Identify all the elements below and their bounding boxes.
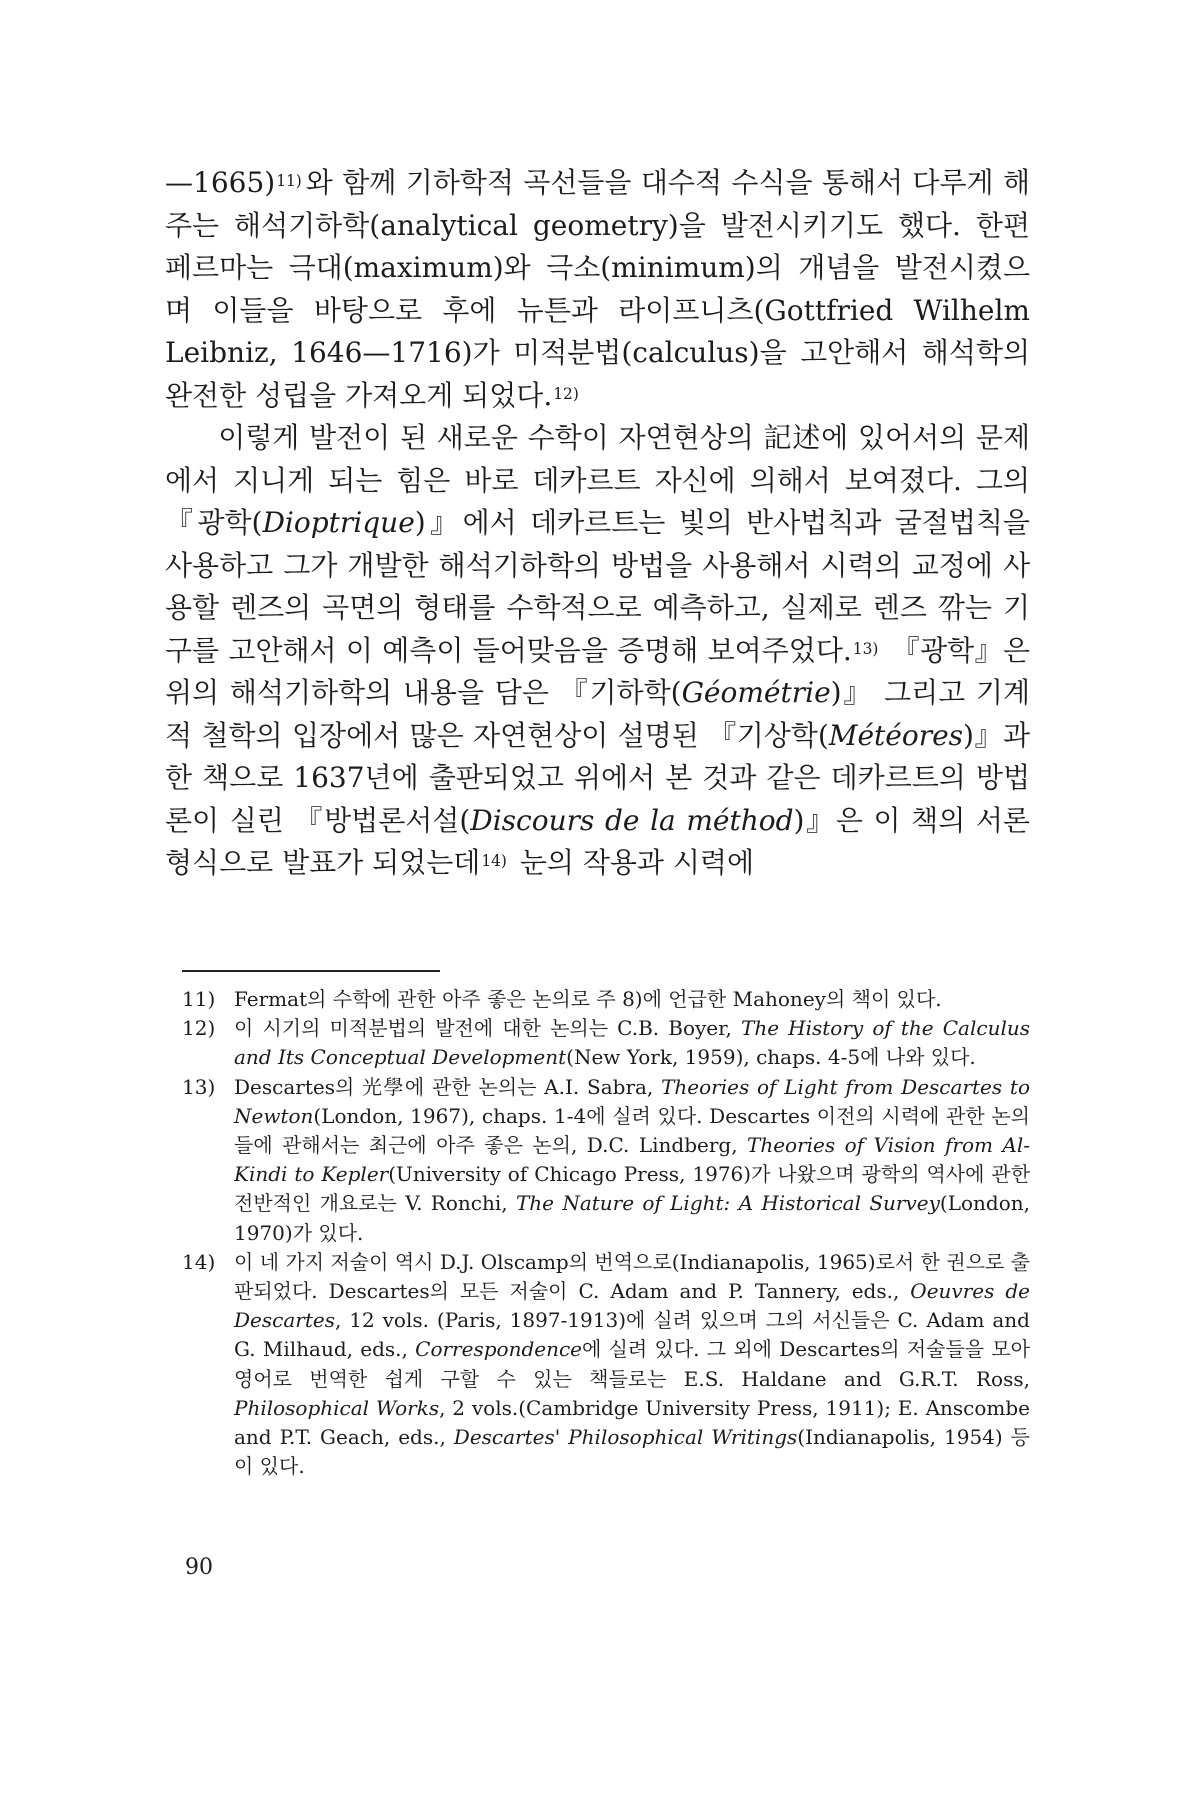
text-run: (University of Chicago Press, 1976)가 나왔으며 광학의 역사에 관한 전반적인 개요로는 V. Ronchi, [234, 1162, 1031, 1216]
italic-title: Theories of Light from Descartes to Newton [234, 1074, 1030, 1128]
text-run: 이렇게 발전이 된 새로운 수학이 자연현상의 記述에 있어서의 문제에서 지니게 되는 힘은 바로 데카르트 자신에 의해서 보여졌다. 그의 『광학( [165, 421, 1030, 539]
text-run: 이 시기의 미적분법의 발전에 대한 논의는 C.B. Boyer, [234, 1016, 741, 1041]
footnote-number: 11) [182, 987, 216, 1011]
text-run: —1665) [165, 166, 276, 199]
text-run: 눈의 작용과 시력에 [510, 846, 755, 879]
footnote [182, 1248, 1030, 1482]
text-run: 에 실려 있다. 그 외에 Descartes의 저술들을 모아 영어로 번역한 쉽게 구할 수 있는 책들로는 E.S. Haldane and G.R.T. Ross, [234, 1337, 1030, 1391]
text-run: )』에서 데카르트는 빛의 반사법칙과 굴절법칙을 사용하고 그가 개발한 해석기하학의 방법을 사용해서 시력의 교정에 사용할 렌즈의 곡면의 형태를 수학적으로 예측하고, 실제로 렌즈 깎는 기구를 고안해서 이 예측이 들어맞음을 증명해 보여주었다. [165, 506, 1030, 667]
footnote-text [234, 1248, 1030, 1482]
paragraph [165, 162, 1030, 417]
text-run: 『광학』은 위의 해석기하학의 내용을 담은 『기하학( [165, 633, 1030, 709]
page-number: 90 [185, 1555, 213, 1580]
footnote-ref: 14) [481, 852, 507, 870]
footnote-ref: 12) [553, 384, 579, 403]
text-run: 이 네 가지 저술이 역시 D.J. Olscamp의 번역으로(Indianapolis, 1965)로서 한 권으로 출판되었다. Descartes의 모든 저술이 C. Adam and P. Tannery, eds., [234, 1249, 1030, 1304]
text-run: )』과 한 책으로 1637년에 출판되었고 위에서 본 것과 같은 데카르트의 방법론이 실린 『방법론서설( [165, 718, 1030, 837]
italic-title: The History of the Calculus and Its Conceptual Development [234, 1016, 1030, 1070]
text-run: (London, 1970)가 있다. [234, 1191, 1030, 1245]
footnote-ref: 11) [276, 172, 302, 190]
main-text [165, 162, 1030, 885]
footnote-text [234, 1014, 1030, 1072]
text-run: Fermat의 수학에 관한 아주 좋은 논의로 주 8)에 언급한 Mahoney의 책이 있다. [234, 987, 942, 1011]
footnote-number: 13) [182, 1074, 216, 1099]
text-run: )』 그리고 기계적 철학의 입장에서 많은 자연현상이 설명된 『기상학( [165, 676, 1031, 752]
italic-title: Theories of Vision from Al-Kindi to Kepler [234, 1133, 1030, 1187]
italic-title: Géométrie [681, 676, 831, 709]
italic-title: Dioptrique [262, 506, 415, 539]
italic-title: Météores [828, 718, 964, 752]
italic-title: Discours de la méthod [470, 803, 794, 837]
paragraph [165, 417, 1030, 885]
text-run: 와 함께 기하학적 곡선들을 대수적 수식을 통해서 다루게 해주는 해석기하학(analytical geometry)을 발전시키기도 했다. 한편 페르마는 극대(maximum)와 극소(minimum)의 개념을 발전시켰으며 이들을 바탕으로 후에 뉴튼과 라이프니츠(Gottfried Wilhelm Leibniz, 1646—1716)가 미적분법(calculus)을 고안해서 해석학의 완전한 성립을 가져오게 되었다. [165, 166, 1030, 412]
italic-title: Correspondence [415, 1337, 583, 1362]
footnote [182, 1073, 1030, 1248]
text-run: )』은 이 책의 서론 형식으로 발표가 되었는데 [165, 803, 1030, 879]
text-run: (London, 1967), chaps. 1-4에 실려 있다. Descartes 이전의 시력에 관한 논의들에 관해서는 최근에 아주 좋은 논의, D.C. Lindberg, [234, 1103, 1030, 1158]
footnote-number: 12) [182, 1016, 216, 1041]
footnote-text [234, 1073, 1030, 1248]
text-run: Descartes의 光學에 관한 논의는 A.I. Sabra, [234, 1074, 662, 1099]
footnote [182, 1014, 1030, 1072]
footnote-rule [182, 970, 440, 972]
text-run: , 2 vols.(Cambridge University Press, 1911); E. Anscombe and P.T. Geach, eds., [234, 1395, 1031, 1450]
text-run: (Indianapolis, 1954) 등이 있다. [234, 1425, 1030, 1479]
italic-title: Oeuvres de Descartes [234, 1279, 1030, 1333]
footnote-ref: 13) [852, 639, 879, 658]
italic-title: Descartes' Philosophical Writings [453, 1425, 798, 1450]
italic-title: Philosophical Works [234, 1395, 440, 1420]
footnotes [182, 985, 1030, 1481]
footnote-number: 14) [182, 1249, 216, 1274]
italic-title: The Nature of Light: A Historical Survey [515, 1191, 940, 1216]
footnote-text [234, 985, 1030, 1014]
text-run: (New York, 1959), chaps. 4-5에 나와 있다. [566, 1045, 976, 1070]
text-run: , 12 vols. (Paris, 1897-1913)에 실려 있으며 그의 서신들은 C. Adam and G. Milhaud, eds., [234, 1308, 1030, 1362]
footnote [182, 985, 1030, 1014]
